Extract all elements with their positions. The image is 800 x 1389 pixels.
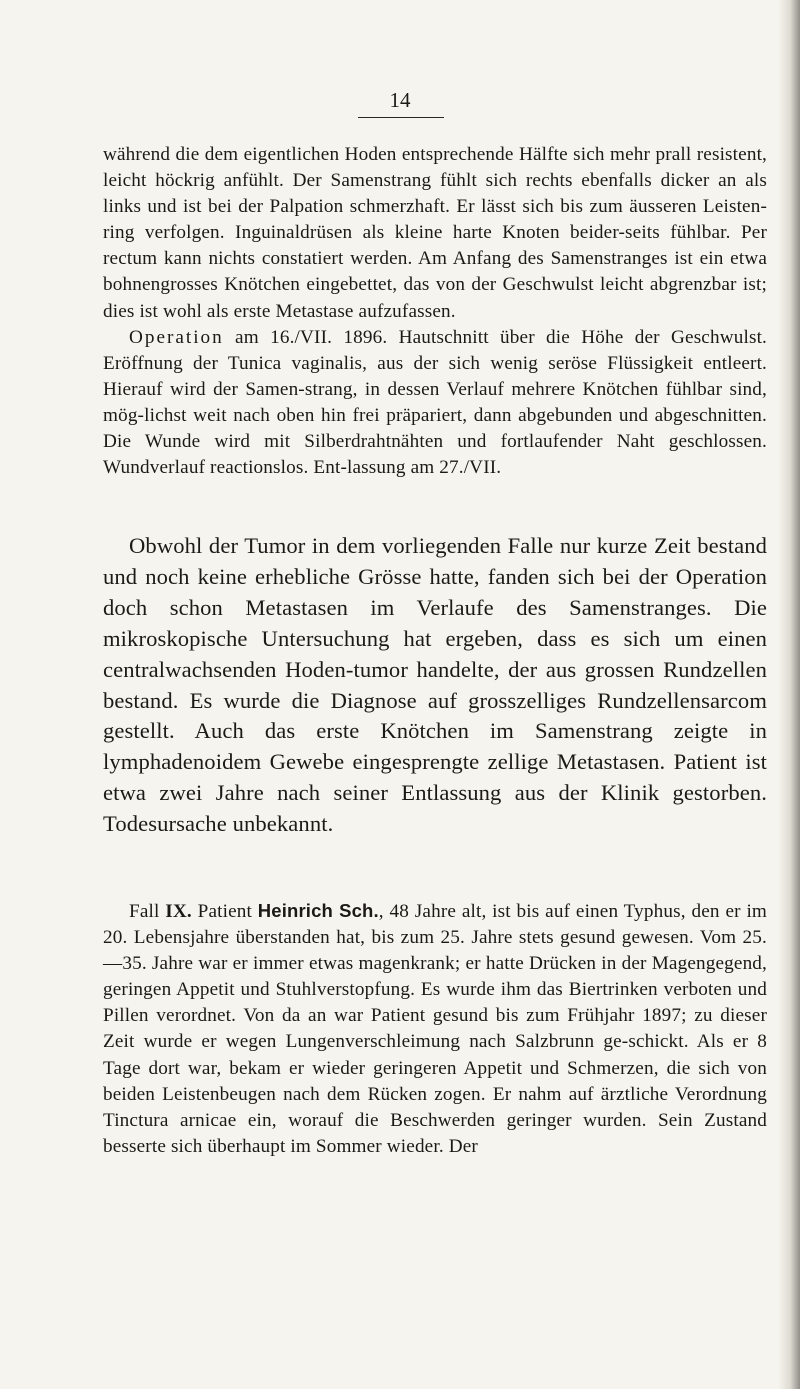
header-rule <box>358 117 444 118</box>
discussion-paragraph: Obwohl der Tumor in dem vorliegenden Falle nur kurze Zeit bestand und noch keine erhebliche Grösse hatte, fanden sich bei der Operation doch schon Metastasen im Verlaufe des Samenstranges. Die mikroskopische Untersuchung hat ergeben, dass es sich um einen centralwachsenden Hoden-tumor handelte, der aus grossen Rundzellen bestand. Es wurde die Diagnose auf grosszelliges Rundzellensarcom gestellt. Auch das erste Knötchen im Samenstrang zeigte in lymphadenoidem Gewebe eingesprengte zellige Metastasen. Patient ist etwa zwei Jahre nach seiner Entlassung aus der Klinik gestorben. Todesursache unbekannt. <box>103 533 767 837</box>
case-text: , 48 Jahre alt, ist bis auf einen Typhus, den er im 20. Lebensjahre überstanden hat, bis zum 25. Jahre stets gesund gewesen. Vom 25.—35. Jahre war er immer etwas magenkrank; er hatte Drücken in der Magengegend, geringen Appetit und Stuhlverstopfung. Es wurde ihm das Biertrinken verboten und Pillen verordnet. Von da an war Patient gesund bis zum Frühjahr 1897; zu dieser Zeit wurde er wegen Lungenverschleimung nach Salzbrunn ge-schickt. Als er 8 Tage dort war, bekam er wieder geringeren Appetit und Schmerzen, die sich von beiden Leistenbeugen nach dem Rücken zogen. Er nahm auf ärztliche Verordnung Tinctura arnicae ein, worauf die Beschwerden geringer wurden. Sein Zustand besserte sich überhaupt im Sommer wieder. Der <box>103 901 768 1157</box>
operation-lead: Operation <box>129 326 224 348</box>
operation-paragraph <box>103 325 767 482</box>
page-edge-shadow <box>778 0 800 1389</box>
case-ix-block <box>103 898 767 1160</box>
case-findings-block <box>103 142 767 481</box>
case-number: IX. <box>165 901 192 922</box>
case-ix-paragraph <box>103 898 767 1160</box>
findings-paragraph: während die dem eigentlichen Hoden entsprechende Hälfte sich mehr prall resistent, leicht höckrig anfühlt. Der Samenstrang fühlt sich rechts ebenfalls dicker an als links und ist bei der Palpation schmerzhaft. Er lässt sich bis zum äusseren Leisten-ring verfolgen. Inguinaldrüsen als kleine harte Knoten beider-seits fühlbar. Per rectum kann nichts constatiert werden. Am Anfang des Samenstranges ist ein etwa bohnengrosses Knötchen eingebettet, das von der Geschwulst leicht abgrenzbar ist; dies ist wohl als erste Metastase aufzufassen. <box>103 144 767 322</box>
patient-name: Heinrich Sch. <box>257 900 379 921</box>
discussion-block <box>103 531 767 840</box>
page-number: 14 <box>389 88 411 112</box>
case-label: Fall <box>129 901 166 922</box>
operation-text: am 16./VII. 1896. Hautschnitt über die Höhe der Geschwulst. Eröffnung der Tunica vaginalis, aus der sich wenig seröse Flüssigkeit entleert. Hierauf wird der Samen-strang, in dessen Verlauf mehrere Knötchen fühlbar sind, mög-lichst weit nach oben hin frei präpariert, dann abgebunden und abgeschnitten. Die Wunde wird mit Silberdrahtnähten und fortlaufender Naht geschlossen. Wundverlauf reactionslos. Ent-lassung am 27./VII. <box>103 326 767 479</box>
case-patient-word: Patient <box>191 901 258 922</box>
